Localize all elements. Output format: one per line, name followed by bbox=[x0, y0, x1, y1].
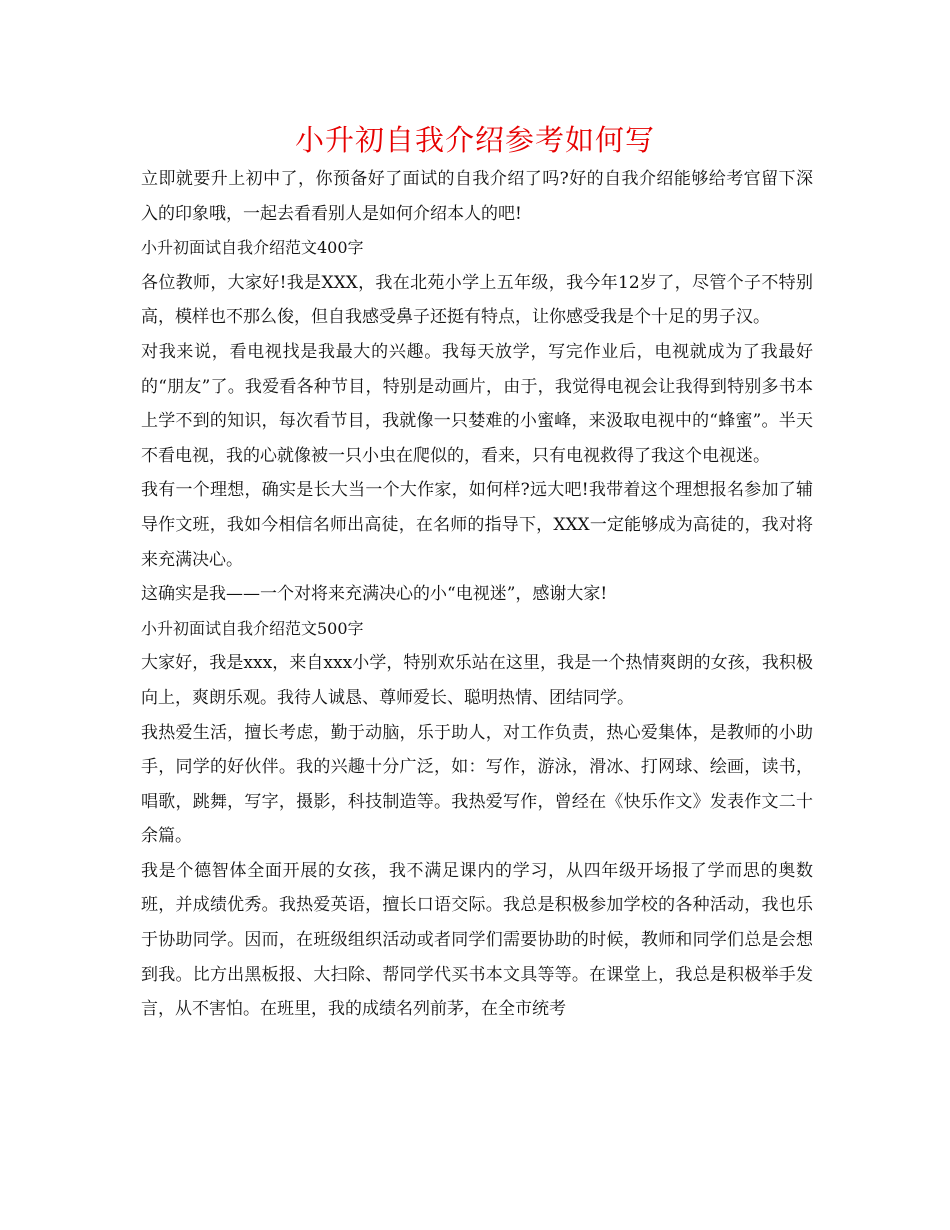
document-body bbox=[141, 162, 813, 1027]
section-heading-400: 小升初面试自我介绍范文400字 bbox=[141, 238, 364, 258]
section-heading-500: 小升初面试自我介绍范文500字 bbox=[141, 618, 364, 638]
page-title: 小升初自我介绍参考如何写 bbox=[294, 123, 655, 157]
body-paragraph: 对我来说，看电视找是我最大的兴趣。我每天放学，写完作业后，电视就成为了我最好的“朋友”了。我爱看各种节目，特别是动画片，由于，我觉得电视会让我得到特别多书本上学不到的知识，每次看节目，我就像一只婪难的小蜜峰，来汲取电视中的“蜂蜜”。半天不看电视，我的心就像被一只小虫在爬似的，看来，只有电视救得了我这个电视迷。 bbox=[141, 341, 813, 466]
body-paragraph: 我有一个理想，确实是长大当一个大作家，如何样?远大吧!我带着这个理想报名参加了辅导作文班，我如今相信名师出高徒，在名师的指导下，XXX一定能够成为高徒的，我对将来充满决心。 bbox=[141, 480, 813, 570]
body-paragraph: 大家好，我是xxx，来自xxx小学，特别欢乐站在这里，我是一个热情爽朗的女孩，我积极向上，爽朗乐观。我待人诚恳、尊师爱长、聪明热情、团结同学。 bbox=[141, 653, 813, 708]
body-paragraph: 我是个德智体全面开展的女孩，我不满足课内的学习，从四年级开场报了学而思的奥数班，并成绩优秀。我热爱英语，擅长口语交际。我总是积极参加学校的各种活动，我也乐于协助同学。因而，在班级组织活动或者同学们需要协助的时候，教师和同学们总是会想到我。比方出黑板报、大扫除、帮同学代买书本文具等等。在课堂上，我总是积极举手发言，从不害怕。在班里，我的成绩名列前茅，在全市统考 bbox=[141, 860, 813, 1020]
body-paragraph: 我热爱生活，擅长考虑，勤于动脑，乐于助人，对工作负责，热心爱集体，是教师的小助手，同学的好伙伴。我的兴趣十分广泛，如：写作，游泳，滑冰、打网球、绘画，读书，唱歌，跳舞，写字，摄影，科技制造等。我热爱写作，曾经在《快乐作文》发表作文二十余篇。 bbox=[141, 722, 813, 847]
body-paragraph: 这确实是我——一个对将来充满决心的小“电视迷”，感谢大家! bbox=[141, 584, 608, 605]
body-paragraph: 各位教师，大家好!我是XXX，我在北苑小学上五年级，我今年12岁了，尽管个子不特别高，模样也不那么俊，但自我感受鼻子还挺有特点，让你感受我是个十足的男子汉。 bbox=[141, 272, 813, 328]
intro-paragraph: 立即就要升上初中了，你预备好了面试的自我介绍了吗?好的自我介绍能够给考官留下深入的印象哦，一起去看看别人是如何介绍本人的吧! bbox=[141, 169, 813, 224]
